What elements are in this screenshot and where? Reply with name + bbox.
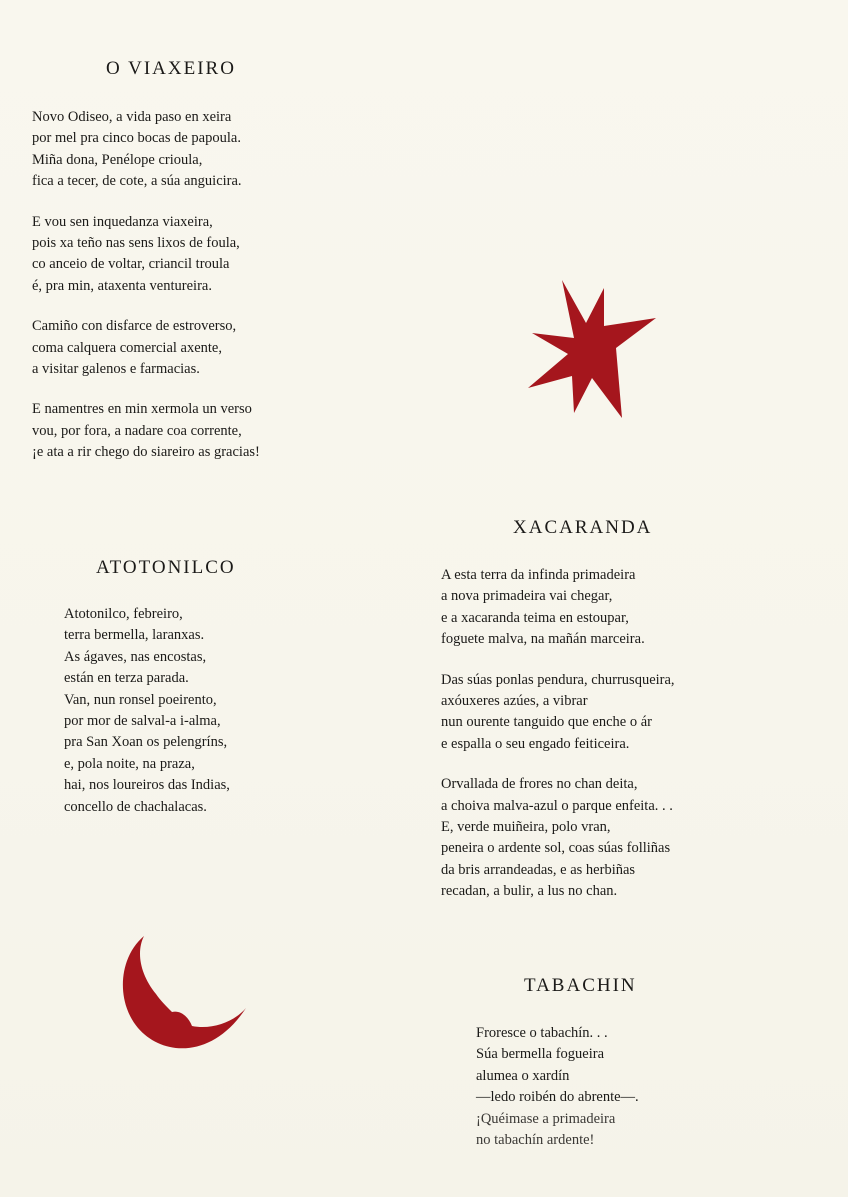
- verse-line: Das súas ponlas pendura, churrusqueira,: [441, 671, 675, 688]
- verse-line: A esta terra da infinda primadeira: [441, 567, 636, 583]
- verse-line: a nova primadeira vai chegar,: [441, 588, 613, 605]
- verse-line: recadan, a bulir, a lus no chan.: [441, 883, 618, 900]
- verse-line: alumea o xardín: [476, 1067, 570, 1084]
- poem-body: [476, 1023, 639, 1151]
- poem-title: TABACHIN: [524, 975, 637, 996]
- verse-line: Novo Odiseo, a vida paso en xeira: [32, 109, 232, 125]
- verse-line: E, verde muiñeira, polo vran,: [441, 819, 611, 836]
- verse-line: —ledo roibén do abrente—.: [476, 1089, 639, 1106]
- verse-line: a visitar galenos e farmacias.: [32, 361, 200, 378]
- red-crescent-moon-icon: [116, 930, 254, 1058]
- verse-line: E namentres en min xermola un verso: [32, 401, 252, 418]
- verse-line: nun ourente tanguido que enche o ár: [441, 714, 652, 731]
- stanza: [441, 565, 675, 651]
- verse-line: hai, nos loureiros das Indias,: [64, 777, 230, 794]
- verse-line: foguete malva, na mañán marceira.: [441, 631, 645, 648]
- stanza-break: [32, 193, 260, 212]
- verse-line: Súa bermella fogueira: [476, 1046, 605, 1063]
- stanza: [32, 107, 260, 193]
- verse-line: da bris arrandeadas, e as herbiñas: [441, 861, 636, 878]
- verse-line: Atotonilco, febreiro,: [64, 606, 183, 622]
- verse-line: pois xa teño nas sens lixos de foula,: [32, 235, 240, 252]
- verse-line: co anceio de voltar, criancil troula: [32, 256, 230, 273]
- verse-line: e, pola noite, na praza,: [64, 755, 195, 772]
- verse-line: por mel pra cinco bocas de papoula.: [32, 130, 241, 147]
- stanza: [441, 670, 675, 756]
- verse-line: Van, nun ronsel poeirento,: [64, 691, 217, 708]
- verse-line: vou, por fora, a nadare coa corrente,: [32, 422, 242, 439]
- stanza: [32, 399, 260, 463]
- verse-line: a choiva malva-azul o parque enfeita. . .: [441, 797, 673, 814]
- poem-body: [64, 604, 230, 818]
- poem-o-viaxeiro: [32, 58, 260, 464]
- verse-line: e espalla o seu engado feiticeira.: [441, 735, 630, 752]
- verse-line: coma calquera comercial axente,: [32, 339, 222, 356]
- stanza: [32, 212, 260, 298]
- verse-line: Froresce o tabachín. . .: [476, 1025, 608, 1041]
- verse-line: E vou sen inquedanza viaxeira,: [32, 213, 213, 230]
- verse-line: Orvallada de frores no chan deita,: [441, 776, 638, 793]
- poem-xacaranda: [441, 517, 675, 903]
- poem-title: O VIAXEIRO: [106, 58, 236, 79]
- verse-line: axóuxeres azúes, a vibrar: [441, 693, 588, 710]
- verse-line: están en terza parada.: [64, 670, 189, 687]
- verse-line: ¡Quéimase a primadeira: [476, 1110, 616, 1127]
- poem-title: XACARANDA: [513, 517, 653, 538]
- verse-line: por mor de salval-a i-alma,: [64, 713, 221, 730]
- stanza-break: [441, 651, 675, 670]
- verse-line: Camiño con disfarce de estroverso,: [32, 318, 237, 335]
- verse-line: As ágaves, nas encostas,: [64, 648, 207, 665]
- verse-line: terra bermella, laranxas.: [64, 627, 205, 644]
- poem-body: [32, 107, 260, 464]
- verse-line: Miña dona, Penélope crioula,: [32, 151, 203, 168]
- stanza-break: [32, 380, 260, 399]
- verse-line: peneira o ardente sol, coas súas folliñas: [441, 840, 671, 857]
- verse-line: no tabachín ardente!: [476, 1132, 595, 1149]
- verse-line: e a xacaranda teima en estoupar,: [441, 609, 629, 626]
- stanza: [476, 1023, 639, 1151]
- star-shape: [528, 280, 656, 418]
- stanza-break: [441, 755, 675, 774]
- poem-body: [441, 565, 675, 903]
- verse-line: concello de chachalacas.: [64, 798, 207, 815]
- stanza: [64, 604, 230, 818]
- verse-line: ¡e ata a rir chego do siareiro as gracias!: [32, 444, 260, 461]
- verse-line: é, pra min, ataxenta ventureira.: [32, 277, 212, 294]
- verse-line: pra San Xoan os pelengríns,: [64, 734, 228, 751]
- moon-shape: [123, 936, 246, 1048]
- stanza: [32, 316, 260, 380]
- stanza: [441, 774, 675, 902]
- stanza-break: [32, 297, 260, 316]
- poem-tabachin: [476, 975, 639, 1151]
- verse-line: fica a tecer, de cote, a súa anguicira.: [32, 173, 242, 190]
- red-star-icon: [524, 278, 662, 420]
- poem-title: ATOTONILCO: [96, 557, 236, 578]
- poem-atotonilco: [64, 557, 236, 818]
